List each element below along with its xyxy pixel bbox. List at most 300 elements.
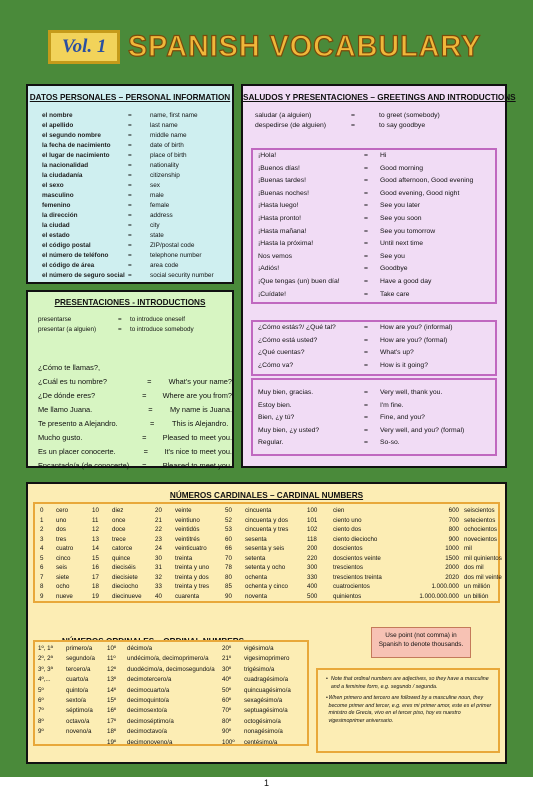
personal-term: la fecha de nacimiento xyxy=(42,142,111,149)
cardinal-numeral: 14 xyxy=(92,545,99,552)
ordinal-word: sexto/a xyxy=(66,696,86,704)
cardinal-word: mil xyxy=(464,545,472,552)
ordinal-numeral: 17º xyxy=(107,717,117,725)
reply-term: Estoy bien. xyxy=(258,401,292,409)
ordinal-numeral: 10º xyxy=(107,645,117,652)
ordinal-word: decimoctavo/a xyxy=(127,728,167,736)
ordinal-word: séptimo/a xyxy=(66,707,93,715)
cardinal-word: diecinueve xyxy=(112,592,142,600)
cardinal-numeral: 200 xyxy=(307,545,318,552)
cardinal-numeral: 21 xyxy=(155,516,162,524)
reply-term: Bien, ¿y tú? xyxy=(258,414,295,422)
cardinal-row xyxy=(92,554,142,564)
ordinal-word: octogésimo/a xyxy=(244,717,281,725)
ordinal-word: primero/a xyxy=(66,645,93,652)
cardinal-word: treinta xyxy=(175,554,193,562)
how-are-you-equals: = xyxy=(364,349,368,357)
volume-badge: Vol. 1 xyxy=(48,30,120,64)
greeting-row xyxy=(258,150,495,163)
personal-equals: = xyxy=(128,262,132,269)
cardinal-row xyxy=(407,582,502,592)
cardinal-numeral: 24 xyxy=(155,545,162,552)
ordinal-numeral: 1º, 1ª xyxy=(38,645,53,652)
personal-term: el número de teléfono xyxy=(42,252,109,259)
personal-translation: nationality xyxy=(150,162,179,169)
greeting-equals: = xyxy=(364,265,368,273)
greeting-equals: = xyxy=(364,290,368,298)
cardinal-column xyxy=(40,506,73,601)
greeting-row xyxy=(258,251,495,264)
greeting-translation: See you xyxy=(380,252,405,260)
ordinal-numeral: 100º xyxy=(222,738,235,746)
personal-equals: = xyxy=(128,142,132,149)
cardinal-row xyxy=(307,563,382,573)
ordinal-numeral: 21º xyxy=(222,655,232,663)
greeting-equals: = xyxy=(364,277,368,285)
personal-row xyxy=(42,241,232,251)
personal-row xyxy=(42,271,232,281)
intro-phrase-term: Te presento a Alejandro. xyxy=(38,419,118,428)
note-bullet-1: Note that ordinal numbers are adjectives, so they have a masculine and a feminine form, e.g. segundo / segunda. xyxy=(330,676,489,690)
ordinal-row xyxy=(38,717,95,727)
cardinal-numeral: 12 xyxy=(92,526,99,533)
cardinal-row xyxy=(40,563,73,573)
greet-verb-term: despedirse (de alguien) xyxy=(255,122,327,129)
personal-term: el nombre xyxy=(42,112,73,119)
ordinal-numeral: 9º xyxy=(38,728,44,736)
personal-equals: = xyxy=(128,162,132,169)
cardinal-word: diecisiete xyxy=(112,573,138,581)
cardinal-word: veinticuatro xyxy=(175,545,207,552)
how-are-you-row xyxy=(258,360,495,373)
greeting-row xyxy=(258,213,495,226)
cardinal-row xyxy=(155,573,209,583)
cardinal-word: cien xyxy=(333,507,345,514)
cardinal-numeral: 2020 xyxy=(445,573,459,581)
cardinal-heading: NÚMEROS CARDINALES – CARDINAL NUMBERS xyxy=(169,491,364,500)
greeting-equals: = xyxy=(364,240,368,248)
personal-equals: = xyxy=(128,232,132,239)
cardinal-numeral: 9 xyxy=(40,592,44,600)
cardinal-word: doscientos xyxy=(333,545,363,552)
cardinal-word: cincuenta y tres xyxy=(245,526,289,533)
ordinal-row xyxy=(107,644,215,654)
cardinal-row xyxy=(155,535,209,545)
cardinal-row xyxy=(40,592,73,602)
cardinal-row xyxy=(407,563,502,573)
intro-verb-equals: = xyxy=(118,316,122,323)
cardinal-word: dos mil xyxy=(464,564,484,571)
cardinal-numeral: 70 xyxy=(225,554,232,562)
reply-row xyxy=(258,437,495,450)
cardinal-row xyxy=(225,554,288,564)
personal-translation: telephone number xyxy=(150,252,202,259)
cardinal-numeral: 1.000.000.000 xyxy=(419,592,459,600)
cardinal-row xyxy=(40,554,73,564)
cardinal-word: setecientos xyxy=(464,516,496,524)
ordinal-row xyxy=(222,696,291,706)
ordinal-row xyxy=(107,675,215,685)
cardinal-numeral: 102 xyxy=(307,526,318,533)
ordinal-row xyxy=(107,738,215,748)
intro-phrase-term: ¿Cómo te llamas?, xyxy=(38,363,101,372)
ordinal-row xyxy=(107,727,215,737)
how-are-you-row xyxy=(258,335,495,348)
greet-verb-translation: to greet (somebody) xyxy=(379,112,440,119)
cardinal-word: ciento uno xyxy=(333,516,362,524)
personal-translation: address xyxy=(150,212,173,219)
intro-phrase-row xyxy=(38,417,232,431)
greet-verb-translation: to say goodbye xyxy=(379,122,426,129)
ordinal-row xyxy=(38,665,95,675)
cardinal-word: un billión xyxy=(464,592,489,600)
cardinal-row xyxy=(155,582,209,592)
ordinal-numeral: 80º xyxy=(222,717,232,725)
ordinal-word: segundo/a xyxy=(66,655,95,663)
greeting-translation: See you tomorrow xyxy=(380,227,436,235)
cardinal-word: siete xyxy=(56,573,70,581)
greeting-row xyxy=(258,276,495,289)
cardinal-numeral: 300 xyxy=(307,564,318,571)
reply-equals: = xyxy=(364,426,368,434)
cardinal-word: noventa xyxy=(245,592,268,600)
intro-phrase-translation: Pleased to meet you. xyxy=(162,461,232,470)
greeting-equals: = xyxy=(364,214,368,222)
cardinal-row xyxy=(92,516,142,526)
ordinal-row xyxy=(222,665,291,675)
reply-row xyxy=(258,425,495,438)
note-bullet-2: When primero and tercero are followed by a masculine noun, they become primer and tercer, e.g. eres mi primer amor, este es el primer ministro de Grecia, vivo en el tercer piso, hoy es nuestro vigesimoprimer aniversario. xyxy=(328,695,492,724)
cardinal-numeral: 6 xyxy=(40,564,44,571)
ordinal-word: quinto/a xyxy=(66,686,89,694)
intro-phrase-translation: This is Alejandro. xyxy=(172,419,229,428)
ordinal-numeral: 4º,... xyxy=(38,676,51,684)
intro-phrase-translation: Where are you from? xyxy=(162,391,232,400)
cardinal-numeral: 8 xyxy=(40,583,44,590)
cardinal-row xyxy=(40,544,73,554)
personal-equals: = xyxy=(128,122,132,129)
cardinal-word: cuatro xyxy=(56,545,74,552)
personal-translation: area code xyxy=(150,262,179,269)
reply-translation: Very well, and you? (formal) xyxy=(380,426,465,434)
personal-row xyxy=(42,151,232,161)
intro-phrase-equals: = xyxy=(142,461,147,470)
how-are-you-translation: How are you? (informal) xyxy=(380,324,453,331)
intro-phrase-term: Es un placer conocerte. xyxy=(38,447,116,456)
cardinal-numeral: 15 xyxy=(92,554,99,562)
cardinal-row xyxy=(225,535,288,545)
ordinal-column xyxy=(38,644,95,738)
ordinal-word: decimonoveno/a xyxy=(127,738,173,746)
cardinal-row xyxy=(92,544,142,554)
intro-phrase-equals: = xyxy=(142,391,147,400)
intro-phrase-translation: What's your name? xyxy=(168,377,232,386)
cardinal-row xyxy=(92,506,142,516)
cardinal-numeral: 32 xyxy=(155,573,162,581)
cardinal-numeral: 101 xyxy=(307,516,318,524)
ordinal-numeral: 30º xyxy=(222,665,232,673)
ordinal-word: undécimo/a, decimoprimero/a xyxy=(127,655,209,663)
cardinal-word: trescientos treinta xyxy=(333,573,382,581)
intro-phrase-translation: It's nice to meet you. xyxy=(164,447,232,456)
cardinal-column xyxy=(407,506,502,601)
cardinal-numeral: 118 xyxy=(307,535,317,543)
header xyxy=(48,26,496,68)
reply-term: Muy bien, ¿y usted? xyxy=(258,426,320,434)
cardinal-numeral: 2000 xyxy=(445,564,459,571)
intro-phrase-translation: My name is Juana. xyxy=(169,405,232,414)
cardinal-numeral: 23 xyxy=(155,535,162,543)
ordinal-numeral: 70º xyxy=(222,707,232,715)
cardinal-numeral: 1000 xyxy=(445,545,459,552)
personal-term: la nacionalidad xyxy=(42,162,89,169)
ordinal-word: decimosexto/a xyxy=(127,707,167,715)
ordinal-row xyxy=(107,706,215,716)
page-number: 1 xyxy=(263,778,269,788)
greeting-term: ¡Hasta la próxima! xyxy=(258,240,314,248)
personal-equals: = xyxy=(128,272,132,279)
thousands-note: Use point (not comma) in Spanish to denote thousands. xyxy=(371,627,471,658)
intro-phrase-row xyxy=(38,389,232,403)
reply-equals: = xyxy=(364,401,368,409)
cardinal-word: dieciséis xyxy=(112,564,136,571)
intro-phrase-row xyxy=(38,375,232,389)
greeting-translation: Until next time xyxy=(380,240,424,248)
cardinal-row xyxy=(40,573,73,583)
cardinal-row xyxy=(407,506,502,516)
cardinal-word: doce xyxy=(112,526,126,533)
cardinal-word: veinte xyxy=(175,507,192,514)
how-are-you-term: ¿Cómo está usted? xyxy=(258,336,318,344)
cardinal-word: ochenta xyxy=(245,573,268,581)
ordinal-word: cuarto/a xyxy=(66,676,89,684)
intro-phrase-row xyxy=(38,459,232,473)
cardinal-word: cero xyxy=(56,507,69,514)
personal-term: el código postal xyxy=(42,242,91,249)
cardinal-numeral: 18 xyxy=(92,583,99,590)
personal-equals: = xyxy=(128,182,132,189)
reply-equals: = xyxy=(364,439,368,447)
greeting-term: Nos vemos xyxy=(258,252,292,260)
how-are-you-row xyxy=(258,347,495,360)
cardinal-numeral: 66 xyxy=(225,545,232,552)
ordinal-numeral: 3º, 3ª xyxy=(38,665,53,673)
cardinal-word: once xyxy=(112,516,126,524)
personal-translation: social security number xyxy=(150,272,214,279)
ordinal-row xyxy=(38,644,95,654)
personal-info-heading: DATOS PERSONALES – PERSONAL INFORMATION xyxy=(29,93,231,102)
cardinal-word: un millión xyxy=(464,583,491,590)
personal-row xyxy=(42,261,232,271)
intro-phrase-term: Me llamo Juana. xyxy=(38,405,93,414)
cardinal-row xyxy=(307,516,382,526)
personal-info-panel xyxy=(26,84,234,284)
introductions-phrases xyxy=(38,361,232,473)
greeting-translation: Take care xyxy=(380,290,410,298)
cardinal-row xyxy=(40,525,73,535)
cardinal-numeral: 900 xyxy=(448,535,459,543)
greeting-term: ¡Hasta pronto! xyxy=(258,214,302,222)
intro-phrase-term: Mucho gusto. xyxy=(38,433,83,442)
cardinal-numeral: 100 xyxy=(307,507,318,514)
cardinal-column xyxy=(155,506,209,601)
greeting-row xyxy=(258,200,495,213)
personal-translation: state xyxy=(150,232,164,239)
personal-equals: = xyxy=(128,112,132,119)
cardinal-row xyxy=(155,525,209,535)
ordinal-word: decimocuarto/a xyxy=(127,686,170,694)
cardinal-row xyxy=(92,563,142,573)
ordinal-word: trigésimo/a xyxy=(244,665,275,673)
greeting-row xyxy=(258,263,495,276)
greeting-term: ¡Buenas tardes! xyxy=(258,177,306,185)
ordinal-row xyxy=(38,696,95,706)
ordinal-word: tercero/a xyxy=(66,665,91,673)
how-are-you-term: ¿Qué cuentas? xyxy=(258,349,305,357)
cardinal-numeral: 400 xyxy=(307,583,318,590)
ordinal-row xyxy=(107,665,215,675)
cardinal-row xyxy=(225,525,288,535)
greet-verb-equals: = xyxy=(351,122,355,129)
personal-info-list xyxy=(28,111,232,281)
greet-verb-equals: = xyxy=(351,112,355,119)
ordinal-numeral: 15º xyxy=(107,696,117,704)
introductions-heading: PRESENTACIONES - INTRODUCTIONS xyxy=(54,298,206,307)
ordinal-row xyxy=(38,706,95,716)
ordinal-row xyxy=(107,654,215,664)
greet-verb-term: saludar (a alguien) xyxy=(255,112,312,119)
ordinal-word: decimoséptimo/a xyxy=(127,717,174,725)
personal-translation: sex xyxy=(150,182,160,189)
personal-row xyxy=(42,171,232,181)
cardinal-numeral: 33 xyxy=(155,583,162,590)
greeting-term: ¡Cuídate! xyxy=(258,290,286,298)
cardinal-numeral: 3 xyxy=(40,535,44,543)
personal-equals: = xyxy=(128,222,132,229)
cardinal-word: seiscientos xyxy=(464,507,495,514)
personal-term: el sexo xyxy=(42,182,64,189)
personal-translation: place of birth xyxy=(150,152,187,159)
greeting-term: ¡Hasta luego! xyxy=(258,202,299,210)
reply-equals: = xyxy=(364,389,368,396)
cardinal-row xyxy=(307,525,382,535)
personal-term: la ciudad xyxy=(42,222,70,229)
ordinal-numeral: 5º xyxy=(38,686,44,694)
ordinal-numeral: 12º xyxy=(107,665,117,673)
ordinal-numeral: 16º xyxy=(107,707,117,715)
ordinal-row xyxy=(38,654,95,664)
cardinal-numeral: 500 xyxy=(307,592,318,600)
greetings-heading: SALUDOS Y PRESENTACIONES – GREETINGS AND INTRODUCTIONS xyxy=(243,93,516,102)
greeting-equals: = xyxy=(364,164,368,172)
ordinal-word: duodécimo/a, decimosegundo/a xyxy=(127,665,215,673)
cardinal-word: setenta xyxy=(245,554,266,562)
cardinal-row xyxy=(40,516,73,526)
how-are-you-translation: How is it going? xyxy=(380,361,428,369)
personal-translation: middle name xyxy=(150,132,187,139)
greeting-row xyxy=(258,175,495,188)
cardinal-row xyxy=(307,554,382,564)
cardinal-numeral: 20 xyxy=(155,507,162,514)
cardinal-word: cincuenta xyxy=(245,507,272,514)
cardinal-row xyxy=(407,544,502,554)
cardinal-word: seis xyxy=(56,564,68,571)
cardinal-word: mil quinientos xyxy=(464,554,502,562)
ordinal-row xyxy=(222,717,291,727)
greetings-phrases-box xyxy=(251,148,497,304)
intro-phrase-term: ¿De dónde eres? xyxy=(38,391,96,400)
cardinal-row xyxy=(407,516,502,526)
cardinal-word: dieciocho xyxy=(112,583,139,590)
personal-equals: = xyxy=(128,152,132,159)
ordinal-word: centésimo/a xyxy=(244,738,278,746)
greet-verb-row xyxy=(255,111,505,121)
cardinal-word: quinientos xyxy=(333,592,362,600)
ordinal-word: quincuagésimo/a xyxy=(244,686,291,694)
cardinal-row xyxy=(225,506,288,516)
greeting-term: ¡Buenos días! xyxy=(258,164,300,172)
ordinal-numeral: 6º xyxy=(38,696,44,704)
personal-term: el código de área xyxy=(42,262,95,269)
ordinal-word: decimoquinto/a xyxy=(127,696,169,704)
cardinal-numeral: 19 xyxy=(92,592,99,600)
personal-translation: name, first name xyxy=(150,112,198,119)
cardinal-numeral: 5 xyxy=(40,554,44,562)
how-are-you-term: ¿Cómo va? xyxy=(258,361,294,369)
cardinal-row xyxy=(407,525,502,535)
reply-term: Muy bien, gracias. xyxy=(258,389,314,396)
cardinal-row xyxy=(307,544,382,554)
ordinal-word: vigesimoprimero xyxy=(244,655,290,663)
ordinal-column xyxy=(107,644,215,748)
how-are-you-box xyxy=(251,320,497,376)
personal-row xyxy=(42,251,232,261)
cardinal-word: treinta y dos xyxy=(175,573,209,581)
ordinal-numeral: 7º xyxy=(38,707,44,715)
greeting-term: ¡Que tengas (un) buen día! xyxy=(258,277,340,285)
greeting-term: ¡Hola! xyxy=(258,152,277,159)
personal-translation: city xyxy=(150,222,160,229)
reply-term: Regular. xyxy=(258,439,284,447)
greeting-equals: = xyxy=(364,177,368,185)
cardinal-word: veintiuno xyxy=(175,516,200,524)
ordinal-word: noveno/a xyxy=(66,728,92,736)
how-are-you-row xyxy=(258,322,495,335)
ordinal-row xyxy=(38,727,95,737)
cardinal-word: cuarenta xyxy=(175,592,200,600)
cardinal-row xyxy=(225,582,288,592)
how-are-you-translation: What's up? xyxy=(380,349,414,357)
intro-phrase-row xyxy=(38,361,232,375)
personal-term: femenino xyxy=(42,202,71,209)
personal-term: el estado xyxy=(42,232,70,239)
cardinal-word: uno xyxy=(56,516,67,524)
intro-verb-equals: = xyxy=(118,326,122,333)
cardinal-row xyxy=(407,592,502,602)
personal-row xyxy=(42,181,232,191)
intro-phrase-equals: = xyxy=(143,447,148,456)
personal-term: masculino xyxy=(42,192,74,199)
personal-term: el número de seguro social xyxy=(42,272,125,279)
cardinal-numeral: 1 xyxy=(40,516,44,524)
reply-translation: Fine, and you? xyxy=(380,414,425,422)
cardinal-row xyxy=(225,516,288,526)
personal-equals: = xyxy=(128,242,132,249)
ordinal-column xyxy=(222,644,291,748)
ordinal-numeral: 13º xyxy=(107,676,117,684)
personal-equals: = xyxy=(128,202,132,209)
reply-translation: So-so. xyxy=(380,439,400,447)
